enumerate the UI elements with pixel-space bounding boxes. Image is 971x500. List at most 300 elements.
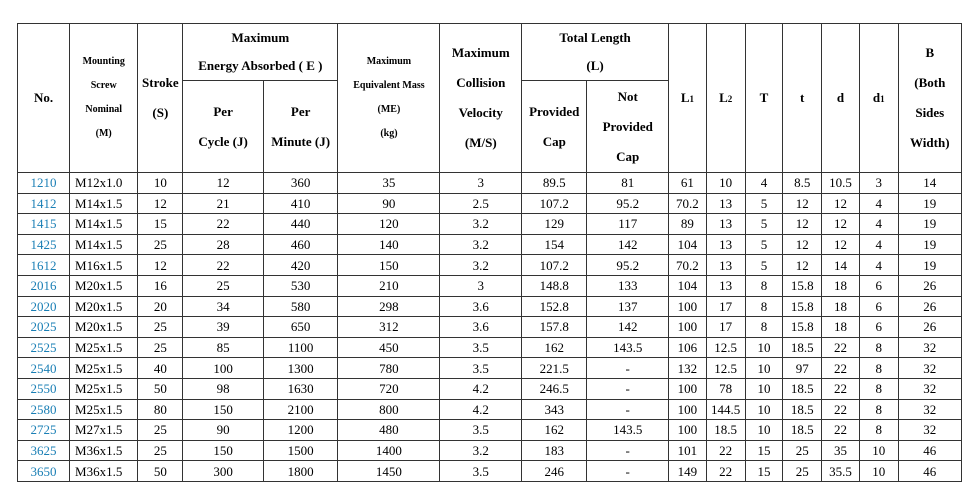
cell-collision-velocity: 4.2 [440, 378, 522, 399]
cell-L1: 70.2 [669, 255, 707, 276]
cell-collision-velocity: 3.2 [440, 440, 522, 461]
header-no: No. [18, 24, 70, 173]
cell-no[interactable]: 1210 [18, 173, 70, 194]
cell-B: 32 [898, 337, 961, 358]
header-per-cycle-line: Per [213, 103, 233, 119]
header-energy-group [183, 24, 338, 81]
cell-per-minute: 1200 [263, 420, 338, 441]
cell-no[interactable]: 1425 [18, 234, 70, 255]
cell-equivalent-mass: 298 [338, 296, 440, 317]
cell-not-provided-cap: - [587, 378, 669, 399]
cell-d: 35.5 [822, 461, 860, 482]
cell-per-cycle: 98 [183, 378, 264, 399]
header-mass-line: Equivalent Mass [353, 80, 425, 91]
table-body [18, 173, 962, 482]
cell-equivalent-mass: 312 [338, 317, 440, 338]
cell-L1: 149 [669, 461, 707, 482]
cell-stroke: 12 [138, 193, 183, 214]
cell-d: 22 [822, 378, 860, 399]
cell-per-minute: 440 [263, 214, 338, 235]
cell-collision-velocity: 3 [440, 275, 522, 296]
cell-L2: 144.5 [706, 399, 745, 420]
cell-d: 12 [822, 234, 860, 255]
cell-not-provided-cap: - [587, 358, 669, 379]
cell-L1: 132 [669, 358, 707, 379]
cell-per-minute: 360 [263, 173, 338, 194]
cell-provided-cap: 152.8 [522, 296, 587, 317]
cell-L2: 10 [706, 173, 745, 194]
header-not-provided-cap [587, 81, 669, 173]
cell-d: 22 [822, 358, 860, 379]
cell-T: 10 [745, 378, 783, 399]
cell-equivalent-mass: 1450 [338, 461, 440, 482]
cell-L1: 100 [669, 399, 707, 420]
cell-no[interactable]: 1612 [18, 255, 70, 276]
table-row [18, 173, 962, 194]
cell-d1: 4 [859, 214, 898, 235]
cell-mounting-screw: M20x1.5 [70, 275, 138, 296]
cell-stroke: 25 [138, 440, 183, 461]
table-row [18, 214, 962, 235]
cell-stroke: 25 [138, 337, 183, 358]
header-L1-sub: 1 [689, 93, 694, 104]
cell-no[interactable]: 2016 [18, 275, 70, 296]
cell-T: 15 [745, 461, 783, 482]
header-per-cycle [183, 81, 264, 173]
cell-per-cycle: 100 [183, 358, 264, 379]
cell-mounting-screw: M25x1.5 [70, 337, 138, 358]
cell-collision-velocity: 3.5 [440, 337, 522, 358]
cell-per-cycle: 22 [183, 214, 264, 235]
header-not-provided-line: Cap [616, 148, 640, 164]
cell-provided-cap: 246.5 [522, 378, 587, 399]
table-row [18, 399, 962, 420]
cell-d1: 8 [859, 358, 898, 379]
cell-not-provided-cap: 117 [587, 214, 669, 235]
cell-L1: 70.2 [669, 193, 707, 214]
cell-per-cycle: 34 [183, 296, 264, 317]
cell-stroke: 12 [138, 255, 183, 276]
header-velocity-line: Velocity [458, 105, 503, 120]
cell-L2: 22 [706, 440, 745, 461]
cell-L1: 101 [669, 440, 707, 461]
cell-mounting-screw: M20x1.5 [70, 317, 138, 338]
cell-d: 18 [822, 275, 860, 296]
cell-d: 22 [822, 420, 860, 441]
cell-L1: 100 [669, 296, 707, 317]
header-mounting-line: Nominal [85, 104, 123, 115]
cell-L1: 61 [669, 173, 707, 194]
cell-per-cycle: 21 [183, 193, 264, 214]
cell-provided-cap: 343 [522, 399, 587, 420]
cell-mounting-screw: M36x1.5 [70, 461, 138, 482]
cell-mounting-screw: M27x1.5 [70, 420, 138, 441]
cell-no[interactable]: 1412 [18, 193, 70, 214]
cell-L2: 12.5 [706, 358, 745, 379]
cell-mounting-screw: M25x1.5 [70, 358, 138, 379]
cell-stroke: 25 [138, 420, 183, 441]
cell-per-minute: 460 [263, 234, 338, 255]
cell-provided-cap: 107.2 [522, 255, 587, 276]
cell-d1: 6 [859, 296, 898, 317]
cell-collision-velocity: 3.2 [440, 214, 522, 235]
cell-t: 97 [783, 358, 822, 379]
header-per-minute [263, 81, 338, 173]
cell-stroke: 50 [138, 378, 183, 399]
cell-B: 26 [898, 275, 961, 296]
header-d: d [822, 24, 860, 173]
cell-L2: 13 [706, 255, 745, 276]
cell-L1: 104 [669, 234, 707, 255]
header-not-provided-line: Provided [602, 118, 653, 134]
cell-t: 18.5 [783, 378, 822, 399]
cell-collision-velocity: 3.2 [440, 255, 522, 276]
spec-table-container [17, 23, 962, 482]
header-provided-line: Cap [542, 133, 566, 149]
cell-t: 12 [783, 214, 822, 235]
cell-t: 12 [783, 193, 822, 214]
header-d1-letter: d [872, 89, 881, 105]
cell-per-cycle: 90 [183, 420, 264, 441]
table-row [18, 378, 962, 399]
cell-provided-cap: 183 [522, 440, 587, 461]
cell-per-minute: 650 [263, 317, 338, 338]
cell-d: 18 [822, 317, 860, 338]
cell-T: 8 [745, 296, 783, 317]
cell-T: 10 [745, 399, 783, 420]
cell-per-cycle: 300 [183, 461, 264, 482]
cell-mounting-screw: M25x1.5 [70, 378, 138, 399]
cell-no[interactable]: 2020 [18, 296, 70, 317]
cell-L1: 106 [669, 337, 707, 358]
cell-provided-cap: 148.8 [522, 275, 587, 296]
cell-equivalent-mass: 90 [338, 193, 440, 214]
header-B-line: Sides [915, 105, 945, 120]
header-stroke-line: (S) [152, 105, 169, 120]
cell-L2: 13 [706, 193, 745, 214]
cell-stroke: 20 [138, 296, 183, 317]
cell-stroke: 25 [138, 317, 183, 338]
cell-T: 5 [745, 234, 783, 255]
cell-L1: 100 [669, 317, 707, 338]
cell-mounting-screw: M20x1.5 [70, 296, 138, 317]
cell-equivalent-mass: 780 [338, 358, 440, 379]
cell-no[interactable]: 2025 [18, 317, 70, 338]
cell-t: 12 [783, 234, 822, 255]
cell-t: 8.5 [783, 173, 822, 194]
cell-d1: 8 [859, 337, 898, 358]
cell-equivalent-mass: 720 [338, 378, 440, 399]
cell-per-cycle: 39 [183, 317, 264, 338]
cell-mounting-screw: M14x1.5 [70, 193, 138, 214]
cell-T: 10 [745, 337, 783, 358]
header-T: T [745, 24, 783, 173]
table-row [18, 255, 962, 276]
cell-per-minute: 1500 [263, 440, 338, 461]
cell-no[interactable]: 2725 [18, 420, 70, 441]
cell-equivalent-mass: 450 [338, 337, 440, 358]
header-velocity-line: (M/S) [464, 135, 497, 150]
cell-d: 12 [822, 193, 860, 214]
table-row [18, 440, 962, 461]
cell-d: 10.5 [822, 173, 860, 194]
header-d1-sub: 1 [880, 93, 885, 104]
header-length-line: (L) [586, 58, 604, 73]
cell-mounting-screw: M14x1.5 [70, 214, 138, 235]
table-row [18, 275, 962, 296]
cell-equivalent-mass: 150 [338, 255, 440, 276]
cell-provided-cap: 221.5 [522, 358, 587, 379]
cell-not-provided-cap: - [587, 440, 669, 461]
cell-T: 4 [745, 173, 783, 194]
header-provided-cap [522, 81, 587, 173]
cell-no[interactable]: 3650 [18, 461, 70, 482]
cell-B: 32 [898, 378, 961, 399]
cell-d: 12 [822, 214, 860, 235]
cell-B: 26 [898, 296, 961, 317]
table-row [18, 461, 962, 482]
cell-B: 46 [898, 461, 961, 482]
table-header [18, 24, 962, 173]
cell-per-minute: 1300 [263, 358, 338, 379]
cell-B: 19 [898, 234, 961, 255]
header-mounting-line: Screw [90, 80, 117, 91]
header-B-line: B [925, 45, 935, 60]
cell-stroke: 80 [138, 399, 183, 420]
cell-per-cycle: 150 [183, 440, 264, 461]
cell-L2: 13 [706, 234, 745, 255]
cell-equivalent-mass: 1400 [338, 440, 440, 461]
header-total-length-group [522, 24, 669, 81]
cell-equivalent-mass: 35 [338, 173, 440, 194]
cell-t: 25 [783, 461, 822, 482]
cell-L1: 89 [669, 214, 707, 235]
table-row [18, 317, 962, 338]
cell-per-minute: 580 [263, 296, 338, 317]
header-provided-line: Provided [529, 103, 580, 119]
header-stroke [138, 24, 183, 173]
cell-T: 15 [745, 440, 783, 461]
cell-not-provided-cap: - [587, 399, 669, 420]
cell-B: 46 [898, 440, 961, 461]
cell-per-minute: 1800 [263, 461, 338, 482]
cell-t: 25 [783, 440, 822, 461]
cell-L1: 100 [669, 420, 707, 441]
cell-equivalent-mass: 120 [338, 214, 440, 235]
cell-equivalent-mass: 480 [338, 420, 440, 441]
cell-provided-cap: 89.5 [522, 173, 587, 194]
cell-stroke: 40 [138, 358, 183, 379]
header-L1-letter: L [680, 89, 690, 105]
cell-t: 18.5 [783, 420, 822, 441]
cell-per-cycle: 28 [183, 234, 264, 255]
cell-no[interactable]: 2580 [18, 399, 70, 420]
header-L2-sub: 2 [727, 93, 733, 104]
cell-no[interactable]: 3625 [18, 440, 70, 461]
cell-collision-velocity: 3.5 [440, 420, 522, 441]
cell-L2: 17 [706, 296, 745, 317]
table-row [18, 337, 962, 358]
cell-per-minute: 2100 [263, 399, 338, 420]
cell-per-minute: 410 [263, 193, 338, 214]
cell-t: 18.5 [783, 337, 822, 358]
cell-not-provided-cap: 143.5 [587, 337, 669, 358]
header-B [898, 24, 961, 173]
cell-L2: 13 [706, 214, 745, 235]
header-mounting-line: Mounting [82, 56, 125, 67]
cell-per-minute: 420 [263, 255, 338, 276]
cell-d1: 8 [859, 378, 898, 399]
table-row [18, 420, 962, 441]
header-mass-line: (kg) [380, 128, 398, 139]
cell-d1: 3 [859, 173, 898, 194]
cell-L2: 12.5 [706, 337, 745, 358]
header-L2 [706, 24, 745, 173]
cell-no[interactable]: 2525 [18, 337, 70, 358]
cell-L1: 100 [669, 378, 707, 399]
cell-B: 19 [898, 193, 961, 214]
cell-not-provided-cap: 142 [587, 234, 669, 255]
cell-B: 32 [898, 399, 961, 420]
cell-collision-velocity: 3.5 [440, 461, 522, 482]
header-per-cycle-line: Cycle (J) [198, 133, 248, 149]
cell-mounting-screw: M25x1.5 [70, 399, 138, 420]
header-velocity-line: Maximum [451, 45, 510, 60]
cell-T: 5 [745, 214, 783, 235]
cell-d: 35 [822, 440, 860, 461]
cell-stroke: 50 [138, 461, 183, 482]
cell-collision-velocity: 3.2 [440, 234, 522, 255]
cell-d1: 6 [859, 275, 898, 296]
cell-collision-velocity: 4.2 [440, 399, 522, 420]
cell-equivalent-mass: 210 [338, 275, 440, 296]
cell-B: 14 [898, 173, 961, 194]
cell-d1: 8 [859, 420, 898, 441]
header-per-minute-line: Per [290, 103, 311, 119]
cell-per-cycle: 22 [183, 255, 264, 276]
cell-d1: 4 [859, 255, 898, 276]
cell-d: 22 [822, 399, 860, 420]
cell-provided-cap: 162 [522, 337, 587, 358]
cell-per-cycle: 12 [183, 173, 264, 194]
cell-t: 15.8 [783, 317, 822, 338]
cell-provided-cap: 162 [522, 420, 587, 441]
header-mounting-screw [70, 24, 138, 173]
cell-d1: 10 [859, 440, 898, 461]
cell-provided-cap: 246 [522, 461, 587, 482]
header-length-line: Total Length [559, 30, 631, 45]
cell-not-provided-cap: 81 [587, 173, 669, 194]
cell-per-cycle: 25 [183, 275, 264, 296]
cell-d1: 6 [859, 317, 898, 338]
cell-T: 5 [745, 255, 783, 276]
cell-d: 14 [822, 255, 860, 276]
cell-mounting-screw: M36x1.5 [70, 440, 138, 461]
cell-T: 5 [745, 193, 783, 214]
cell-T: 10 [745, 358, 783, 379]
cell-d1: 4 [859, 234, 898, 255]
cell-t: 15.8 [783, 275, 822, 296]
cell-provided-cap: 157.8 [522, 317, 587, 338]
table-row [18, 193, 962, 214]
header-not-provided-line: Not [617, 88, 638, 104]
cell-per-cycle: 150 [183, 399, 264, 420]
cell-T: 10 [745, 420, 783, 441]
cell-d1: 4 [859, 193, 898, 214]
cell-B: 32 [898, 420, 961, 441]
cell-B: 19 [898, 255, 961, 276]
cell-stroke: 10 [138, 173, 183, 194]
cell-t: 15.8 [783, 296, 822, 317]
header-per-minute-line: Minute (J) [271, 133, 331, 149]
header-d1 [859, 24, 898, 173]
cell-collision-velocity: 3.6 [440, 296, 522, 317]
cell-not-provided-cap: 133 [587, 275, 669, 296]
cell-per-minute: 1630 [263, 378, 338, 399]
cell-equivalent-mass: 800 [338, 399, 440, 420]
cell-not-provided-cap: 95.2 [587, 193, 669, 214]
table-row [18, 234, 962, 255]
header-stroke-line: Stroke [142, 75, 179, 90]
cell-not-provided-cap: - [587, 461, 669, 482]
cell-stroke: 16 [138, 275, 183, 296]
cell-d1: 8 [859, 399, 898, 420]
cell-mounting-screw: M16x1.5 [70, 255, 138, 276]
cell-T: 8 [745, 275, 783, 296]
table-row [18, 296, 962, 317]
cell-no[interactable]: 1415 [18, 214, 70, 235]
cell-T: 8 [745, 317, 783, 338]
cell-B: 26 [898, 317, 961, 338]
header-energy-line: Energy Absorbed ( E ) [198, 58, 323, 73]
cell-stroke: 25 [138, 234, 183, 255]
cell-t: 18.5 [783, 399, 822, 420]
cell-t: 12 [783, 255, 822, 276]
cell-mounting-screw: M12x1.0 [70, 173, 138, 194]
cell-stroke: 15 [138, 214, 183, 235]
header-energy-line: Maximum [231, 30, 290, 45]
cell-collision-velocity: 3.6 [440, 317, 522, 338]
cell-L2: 18.5 [706, 420, 745, 441]
header-velocity-line: Collision [456, 75, 506, 90]
spec-table [17, 23, 962, 482]
cell-provided-cap: 107.2 [522, 193, 587, 214]
cell-not-provided-cap: 137 [587, 296, 669, 317]
cell-not-provided-cap: 95.2 [587, 255, 669, 276]
header-t: t [783, 24, 822, 173]
cell-not-provided-cap: 142 [587, 317, 669, 338]
cell-no[interactable]: 2550 [18, 378, 70, 399]
cell-d: 18 [822, 296, 860, 317]
cell-mounting-screw: M14x1.5 [70, 234, 138, 255]
cell-d1: 10 [859, 461, 898, 482]
header-L2-letter: L [719, 89, 728, 105]
cell-per-minute: 1100 [263, 337, 338, 358]
header-mass-line: Maximum [366, 56, 412, 67]
cell-d: 22 [822, 337, 860, 358]
cell-L2: 78 [706, 378, 745, 399]
cell-no[interactable]: 2540 [18, 358, 70, 379]
cell-L2: 17 [706, 317, 745, 338]
cell-per-cycle: 85 [183, 337, 264, 358]
cell-B: 19 [898, 214, 961, 235]
header-L1 [669, 24, 707, 173]
cell-collision-velocity: 2.5 [440, 193, 522, 214]
header-B-line: Width) [910, 135, 950, 150]
cell-collision-velocity: 3 [440, 173, 522, 194]
header-mass-line: (ME) [377, 104, 401, 115]
header-equivalent-mass [338, 24, 440, 173]
